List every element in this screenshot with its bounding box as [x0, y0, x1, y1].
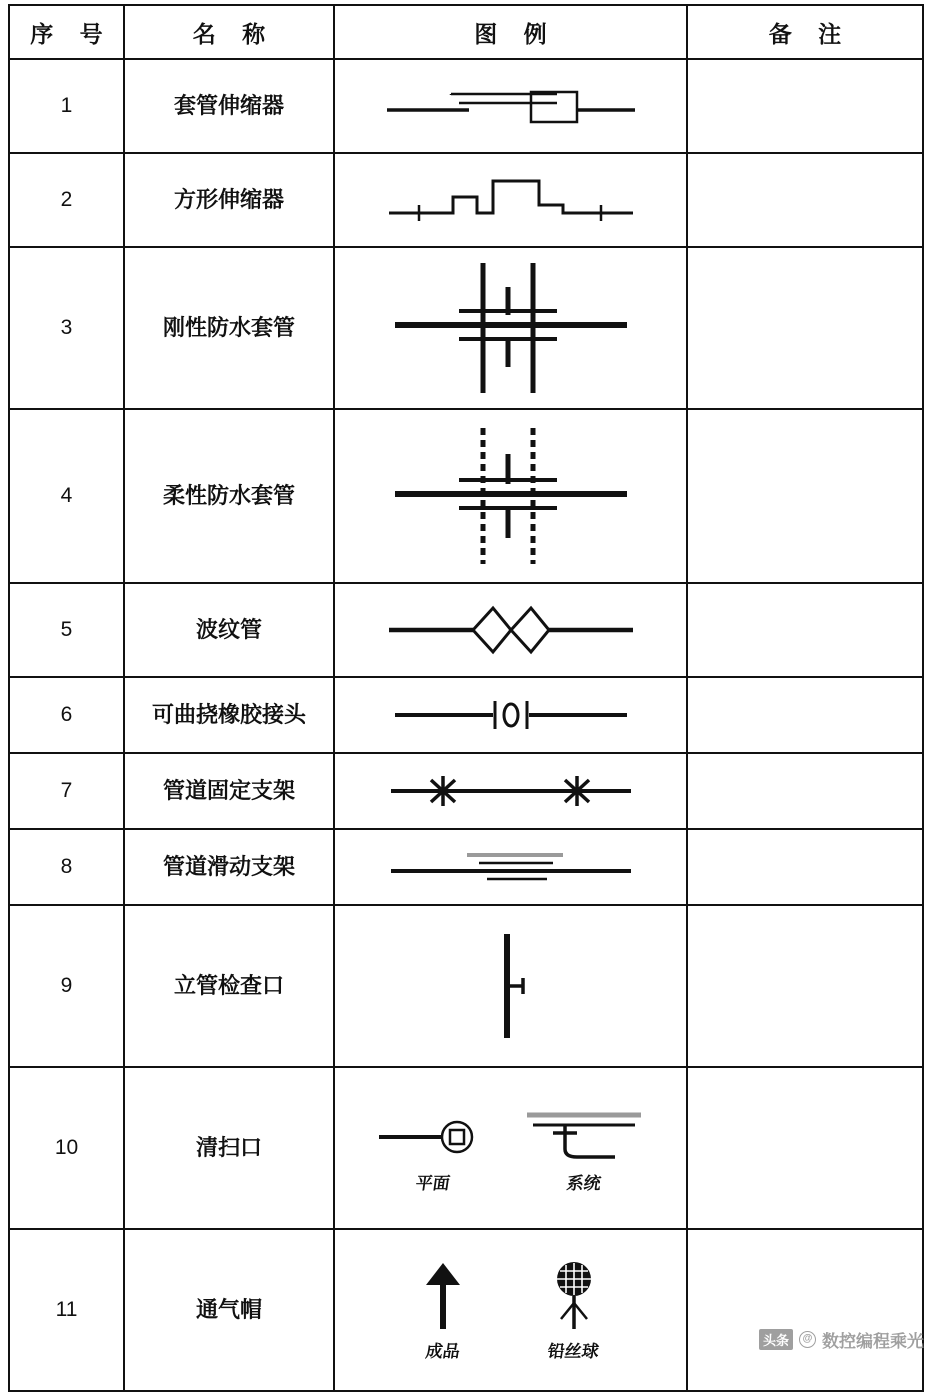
legend-sheet — [8, 4, 924, 1392]
cleanout-system-view — [519, 1103, 649, 1194]
row-number: 6 — [9, 677, 124, 753]
row-symbol — [334, 409, 687, 583]
row-number: 9 — [9, 905, 124, 1067]
vent-cap-icon — [393, 1259, 629, 1362]
header-note: 备 注 — [687, 5, 923, 59]
row-number: 8 — [9, 829, 124, 905]
rigid-waterproof-sleeve-icon — [381, 253, 641, 403]
row-name: 套管伸缩器 — [124, 59, 334, 153]
table-row — [9, 153, 923, 247]
vent-cap-finished-icon — [393, 1259, 493, 1335]
vent-cap-finished — [393, 1259, 493, 1362]
cleanout-plan-label: 平面 — [413, 1173, 451, 1194]
table-row — [9, 59, 923, 153]
table-row — [9, 829, 923, 905]
row-note — [687, 829, 923, 905]
row-note — [687, 247, 923, 409]
table-row — [9, 409, 923, 583]
fixed-pipe-support-icon — [381, 766, 641, 816]
row-name: 波纹管 — [124, 583, 334, 677]
vent-cap-finished-label: 成品 — [423, 1341, 461, 1362]
corrugated-pipe-icon — [381, 600, 641, 660]
row-note — [687, 1067, 923, 1229]
flexible-rubber-joint-icon — [381, 693, 641, 737]
row-note — [687, 677, 923, 753]
row-name: 通气帽 — [124, 1229, 334, 1391]
row-symbol — [334, 1229, 687, 1391]
pipe-legend-table — [8, 4, 924, 1392]
row-note — [687, 59, 923, 153]
row-name: 管道固定支架 — [124, 753, 334, 829]
watermark-at-icon: @ — [799, 1331, 816, 1348]
riser-inspection-port-icon — [451, 926, 571, 1046]
watermark-brand: 头条 — [759, 1329, 793, 1350]
row-name: 立管检查口 — [124, 905, 334, 1067]
row-name: 管道滑动支架 — [124, 829, 334, 905]
row-number: 1 — [9, 59, 124, 153]
cleanout-plan-icon — [373, 1107, 493, 1167]
flexible-waterproof-sleeve-icon — [381, 416, 641, 576]
row-number: 7 — [9, 753, 124, 829]
header-no: 序 号 — [9, 5, 124, 59]
row-number: 3 — [9, 247, 124, 409]
row-note — [687, 905, 923, 1067]
row-name: 刚性防水套管 — [124, 247, 334, 409]
row-symbol — [334, 1067, 687, 1229]
cleanout-plan-view — [373, 1107, 493, 1194]
header-name: 名 称 — [124, 5, 334, 59]
table-row — [9, 753, 923, 829]
row-symbol — [334, 829, 687, 905]
table-row — [9, 1229, 923, 1391]
row-symbol — [334, 247, 687, 409]
cleanout-system-icon — [519, 1103, 649, 1167]
table-row — [9, 905, 923, 1067]
row-number: 11 — [9, 1229, 124, 1391]
row-note — [687, 409, 923, 583]
row-name: 清扫口 — [124, 1067, 334, 1229]
cleanout-system-label: 系统 — [564, 1173, 602, 1194]
row-symbol — [334, 677, 687, 753]
row-symbol — [334, 153, 687, 247]
row-symbol — [334, 59, 687, 153]
row-number: 10 — [9, 1067, 124, 1229]
table-row — [9, 1067, 923, 1229]
square-expansion-loop-icon — [381, 167, 641, 233]
row-symbol — [334, 583, 687, 677]
sleeve-expansion-joint-icon — [381, 76, 641, 136]
row-note — [687, 153, 923, 247]
row-name: 可曲挠橡胶接头 — [124, 677, 334, 753]
row-note — [687, 583, 923, 677]
row-name: 柔性防水套管 — [124, 409, 334, 583]
row-number: 5 — [9, 583, 124, 677]
vent-cap-wire-ball-label: 铅丝球 — [546, 1341, 601, 1362]
table-row — [9, 247, 923, 409]
row-symbol — [334, 753, 687, 829]
table-row — [9, 583, 923, 677]
table-header-row — [9, 5, 923, 59]
table-row — [9, 677, 923, 753]
cleanout-icon — [373, 1103, 649, 1194]
sliding-pipe-support-icon — [381, 845, 641, 889]
row-name: 方形伸缩器 — [124, 153, 334, 247]
vent-cap-wire-ball — [519, 1259, 629, 1362]
header-symbol: 图 例 — [334, 5, 687, 59]
row-number: 2 — [9, 153, 124, 247]
row-number: 4 — [9, 409, 124, 583]
watermark-account: 数控编程乘光 — [822, 1332, 924, 1351]
row-note — [687, 753, 923, 829]
row-note — [687, 1229, 923, 1391]
row-symbol — [334, 905, 687, 1067]
vent-cap-wire-ball-icon — [519, 1259, 629, 1335]
